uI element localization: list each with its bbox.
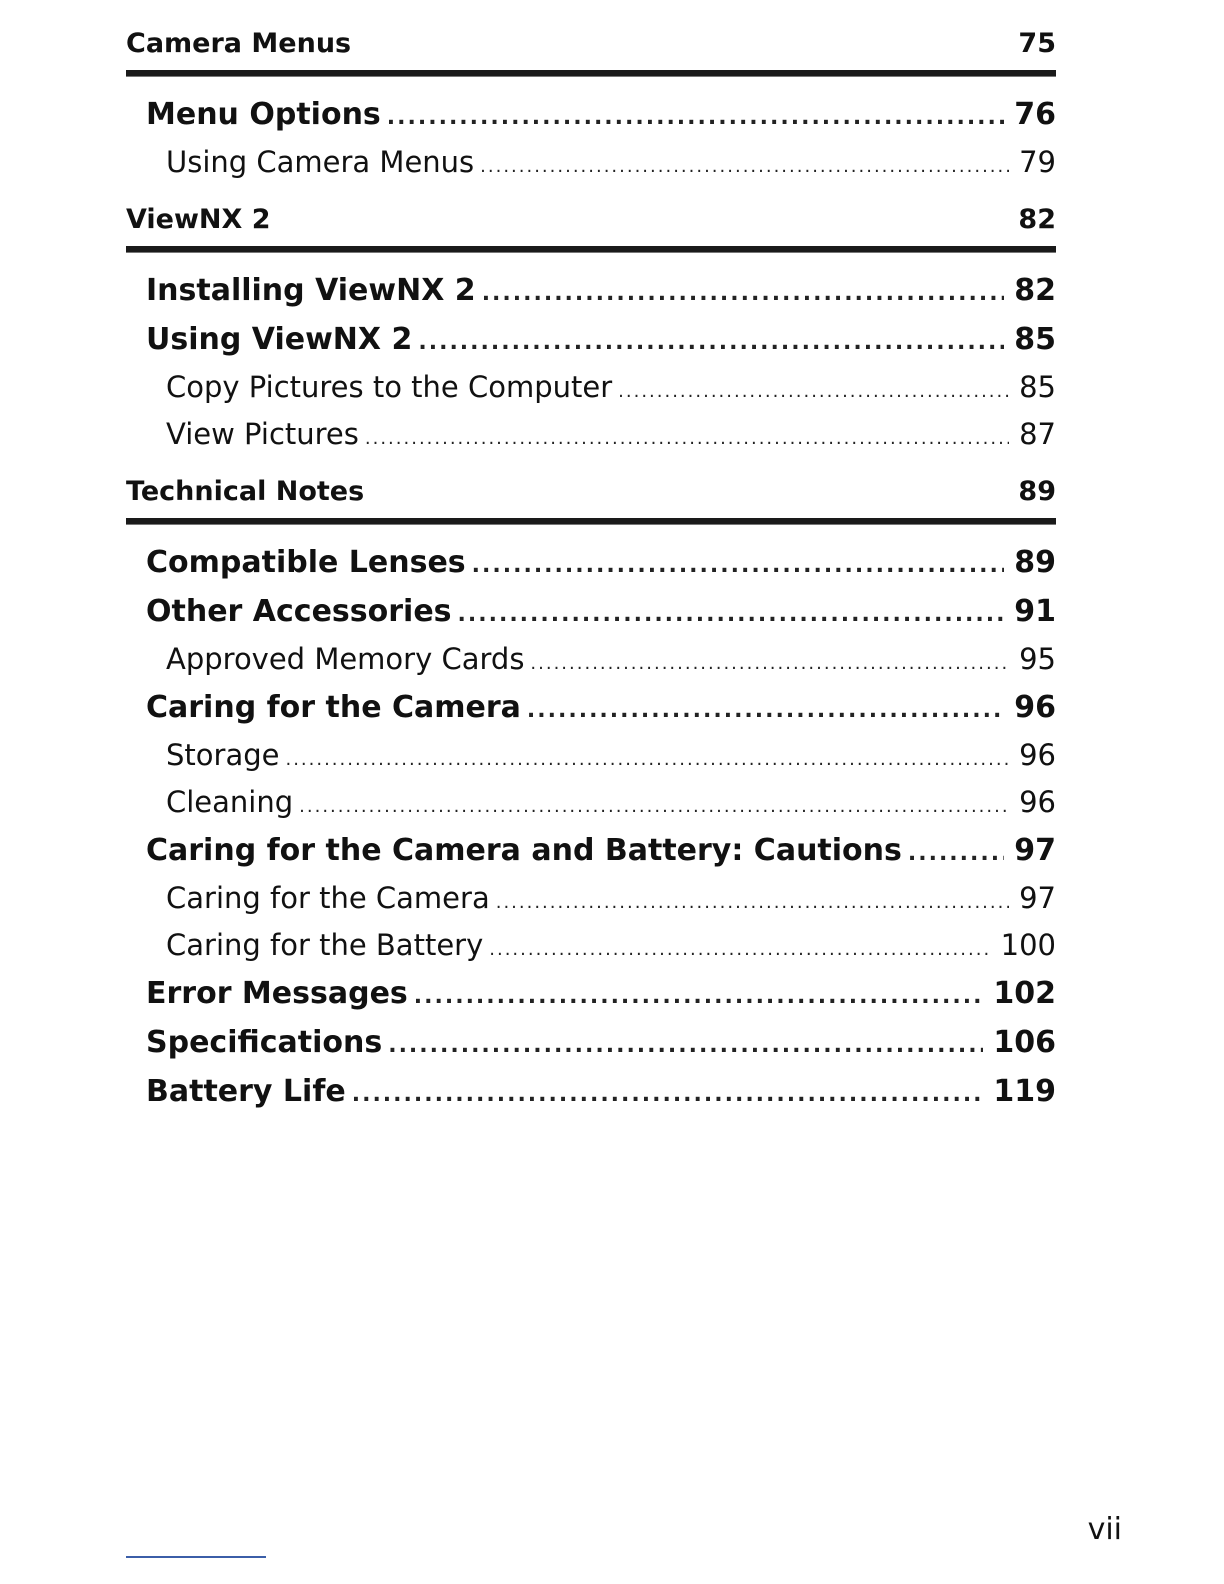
toc-entry-page: 79 [1019, 145, 1056, 179]
toc-subentry[interactable] [126, 781, 1056, 828]
dot-leader [285, 739, 1009, 781]
page-number: vii [1087, 1512, 1122, 1547]
toc-entry-title: Battery Life [146, 1074, 346, 1109]
section-page-number: 75 [1018, 28, 1056, 59]
toc-entry-title: Approved Memory Cards [166, 642, 525, 676]
dot-leader [618, 371, 1009, 413]
toc-entry-page: 96 [1019, 738, 1056, 772]
toc-entry-title: Copy Pictures to the Computer [166, 370, 613, 404]
toc-entry-page: 97 [1014, 833, 1056, 868]
toc-entry-page: 89 [1014, 545, 1056, 580]
section-heading [126, 198, 1056, 252]
section-heading [126, 22, 1056, 76]
toc-entry-page: 91 [1014, 594, 1056, 629]
toc-subentry[interactable] [126, 366, 1056, 413]
toc-entry-title: Cleaning [166, 785, 294, 819]
dot-leader [458, 592, 1005, 638]
toc-subentry[interactable] [126, 141, 1056, 188]
dot-leader [908, 831, 1004, 877]
toc-entry-page: 119 [993, 1074, 1056, 1109]
toc-entry-page: 76 [1014, 97, 1056, 132]
toc-subentry[interactable] [126, 638, 1056, 685]
section-page-number: 89 [1018, 476, 1056, 507]
toc-entry-title: Caring for the Battery [166, 928, 484, 962]
toc-section-viewnx-2 [126, 198, 1056, 460]
toc-entry-title: Caring for the Camera [166, 881, 490, 915]
section-page-number: 82 [1018, 204, 1056, 235]
toc-entry[interactable] [126, 685, 1056, 734]
toc-section-technical-notes [126, 470, 1056, 1118]
toc-entry-title: Using Camera Menus [166, 145, 475, 179]
dot-leader [418, 320, 1004, 366]
toc-entry-page: 82 [1014, 273, 1056, 308]
section-title: Technical Notes [126, 476, 365, 507]
toc-entry[interactable] [126, 268, 1056, 317]
toc-entry-title: Using ViewNX 2 [146, 322, 413, 357]
toc-entry-title: Error Messages [146, 976, 408, 1011]
dot-leader [530, 643, 1009, 685]
toc-entry-page: 97 [1019, 881, 1056, 915]
dot-leader [352, 1072, 984, 1118]
dot-leader [299, 786, 1009, 828]
section-heading [126, 470, 1056, 524]
dot-leader [387, 95, 1004, 141]
toc-subentry[interactable] [126, 413, 1056, 460]
dot-leader [414, 974, 984, 1020]
toc-section-camera-menus [126, 22, 1056, 188]
toc-entry-page: 106 [993, 1025, 1056, 1060]
toc-entry-page: 87 [1019, 417, 1056, 451]
toc-entry[interactable] [126, 1069, 1056, 1118]
dot-leader [472, 543, 1005, 589]
toc-entry-page: 95 [1019, 642, 1056, 676]
toc-subentry[interactable] [126, 877, 1056, 924]
table-of-contents [126, 22, 1056, 1128]
section-title: Camera Menus [126, 28, 352, 59]
toc-entry-page: 100 [1000, 928, 1056, 962]
toc-entry[interactable] [126, 92, 1056, 141]
toc-subentry[interactable] [126, 924, 1056, 971]
toc-entry[interactable] [126, 1020, 1056, 1069]
dot-leader [489, 929, 990, 971]
toc-entry-title: Specifications [146, 1025, 383, 1060]
toc-entry[interactable] [126, 317, 1056, 366]
toc-entry-title: Caring for the Camera and Battery: Cautions [146, 833, 902, 868]
toc-entry-title: Other Accessories [146, 594, 452, 629]
dot-leader [388, 1023, 983, 1069]
toc-entry-page: 102 [993, 976, 1056, 1011]
toc-entry-title: Caring for the Camera [146, 690, 521, 725]
toc-entry-page: 85 [1019, 370, 1056, 404]
toc-subentry[interactable] [126, 734, 1056, 781]
toc-entry[interactable] [126, 828, 1056, 877]
section-title: ViewNX 2 [126, 204, 271, 235]
dot-leader [480, 146, 1009, 188]
toc-entry-title: View Pictures [166, 417, 359, 451]
toc-entry-title: Menu Options [146, 97, 381, 132]
toc-entry[interactable] [126, 971, 1056, 1020]
toc-entry[interactable] [126, 540, 1056, 589]
dot-leader [365, 418, 1009, 460]
toc-entry-title: Compatible Lenses [146, 545, 466, 580]
toc-entry-page: 85 [1014, 322, 1056, 357]
toc-entry-page: 96 [1014, 690, 1056, 725]
bottom-rule [126, 1556, 266, 1558]
toc-entry-page: 96 [1019, 785, 1056, 819]
dot-leader [496, 882, 1009, 924]
toc-entry-title: Storage [166, 738, 280, 772]
toc-entry[interactable] [126, 589, 1056, 638]
toc-entry-title: Installing ViewNX 2 [146, 273, 476, 308]
dot-leader [527, 688, 1004, 734]
dot-leader [482, 271, 1005, 317]
